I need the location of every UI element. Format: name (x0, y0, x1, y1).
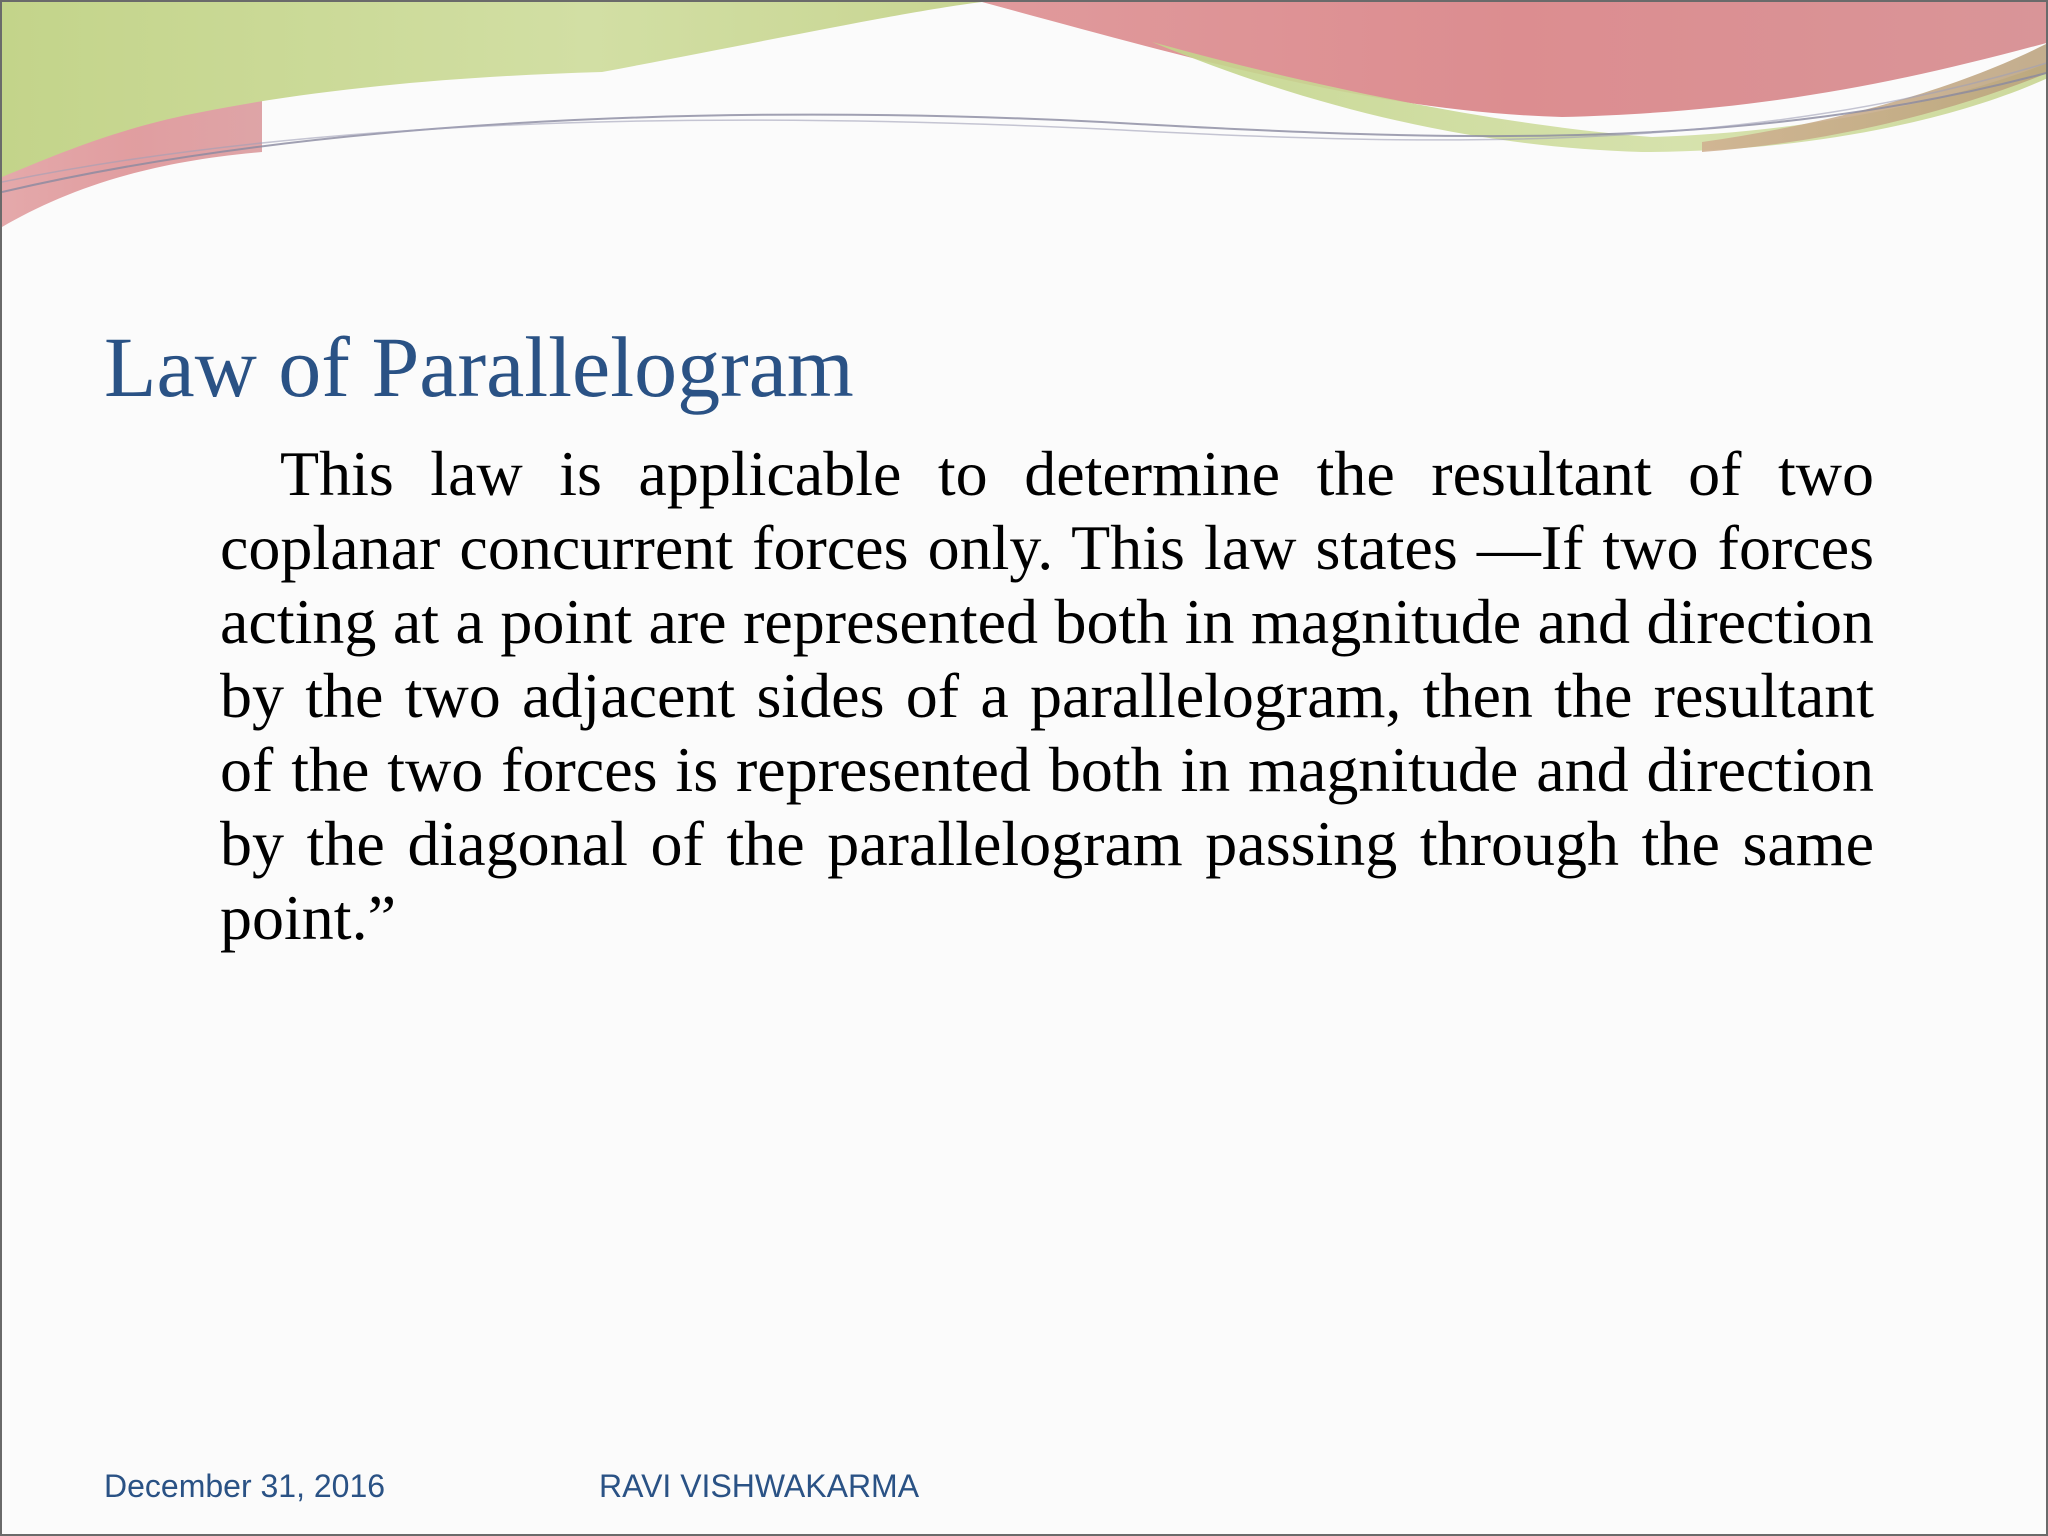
header-wave-decoration (2, 2, 2048, 242)
slide-body-text: This law is applicable to determine the resultant of two coplanar concurrent forces only. This law states —If two forces acting at a point are represented both in magnitude and direction by the two adjacent sides of a parallelogram, then the resultant of the two forces is represented both in magnitude and direction by the diagonal of the parallelogram passing through the same point.” (220, 438, 1874, 953)
slide-title: Law of Parallelogram (104, 319, 854, 415)
footer-date: December 31, 2016 (104, 1468, 386, 1504)
footer-author: RAVI VISHWAKARMA (599, 1468, 920, 1504)
